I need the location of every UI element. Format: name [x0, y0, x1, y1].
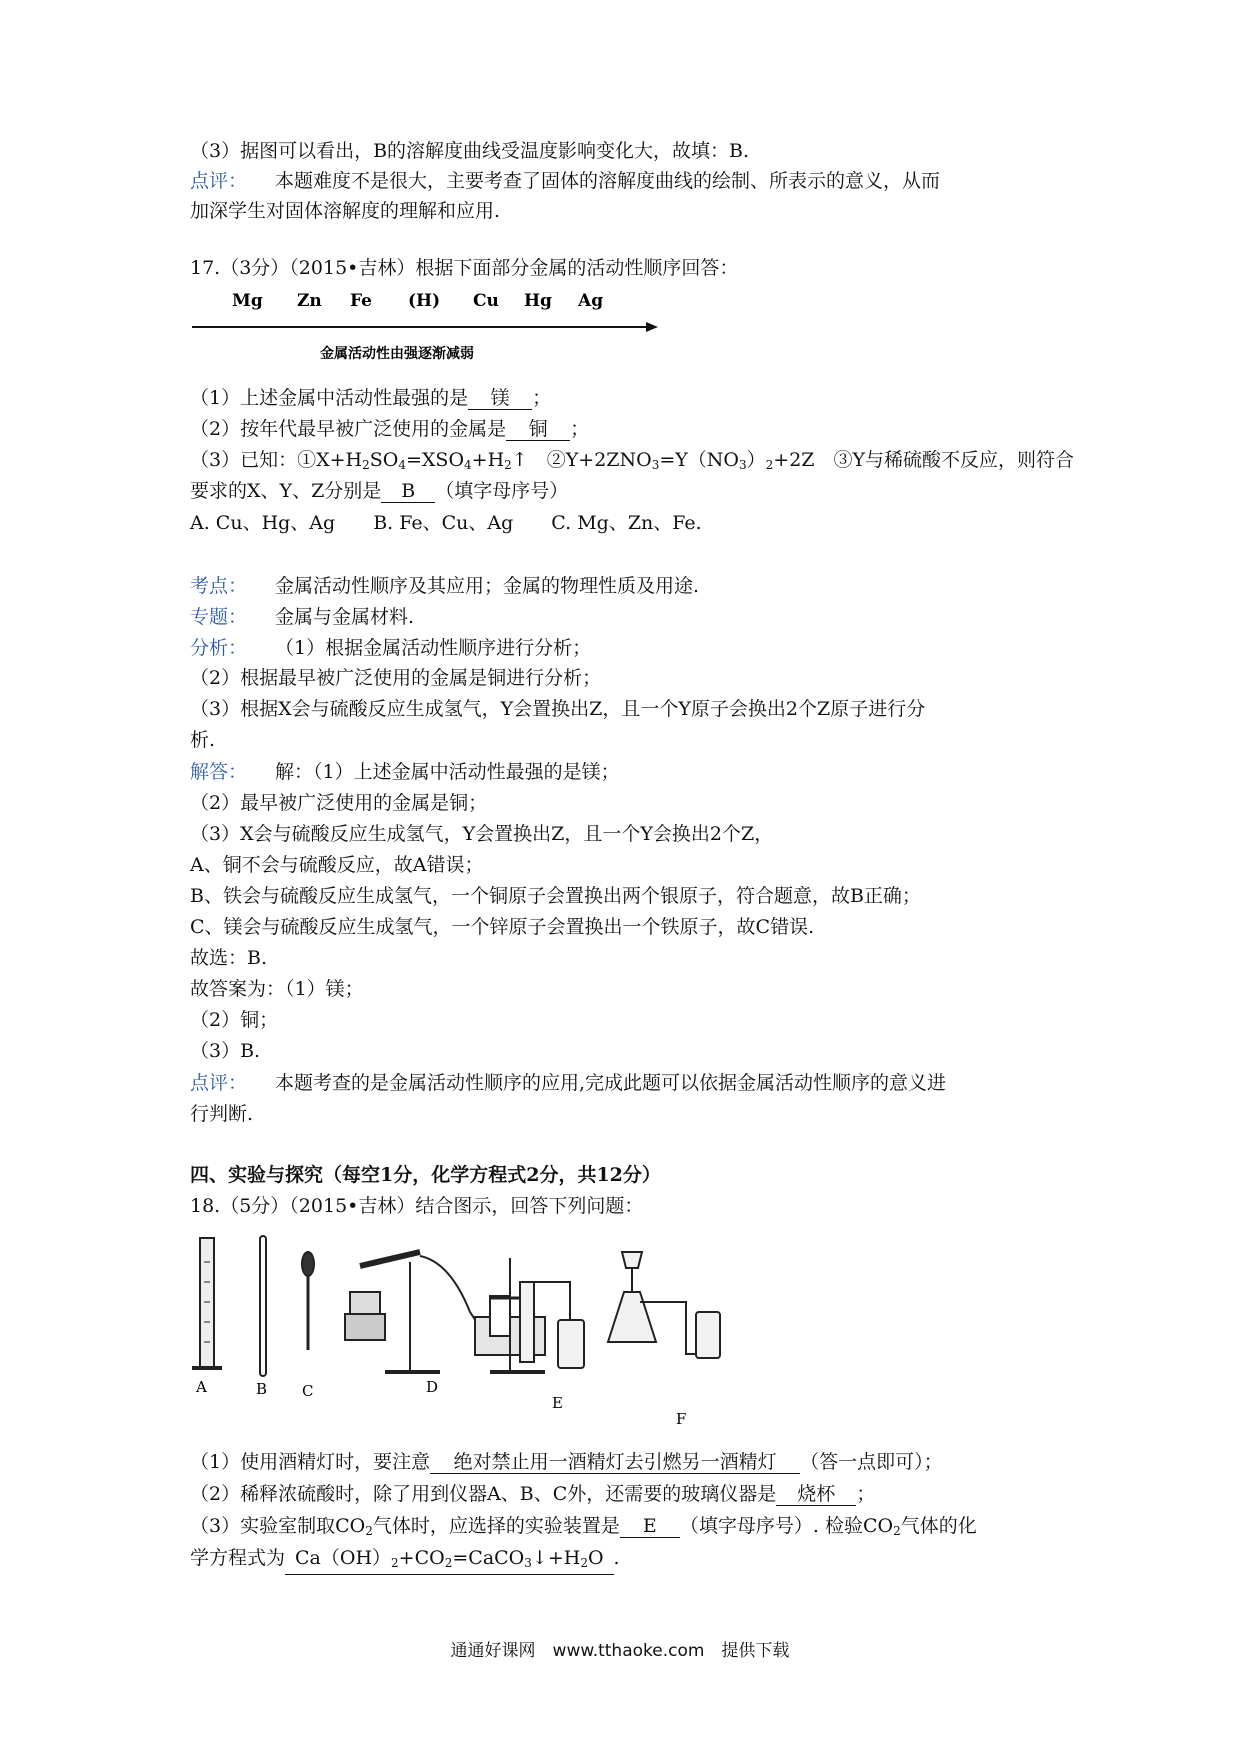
activity-arrow-head: [646, 322, 658, 332]
q16-comment-cont: 加深学生对固体溶解度的理解和应用.: [190, 200, 501, 222]
q18-answer-2: 烧杯: [776, 1483, 856, 1506]
dropper-icon: [302, 1252, 314, 1350]
q17-part3: （3）已知：$①X+H_2SO_4=XSO_4+H_2↑$ $②Y+2ZNO_3=Y(NO_3)_2+2Z$ ③Y与稀硫酸不反应，则符合: [190, 449, 1075, 472]
q17-part3-cont: 要求的X、Y、Z分别是 B （填字母序号）: [190, 480, 569, 502]
metal-h: (H): [408, 291, 441, 311]
q17-part2-prompt: （2）按年代最早被广泛使用的金属是: [190, 418, 507, 440]
q18-stem: 18.（5分）（2015•吉林）结合图示，回答下列问题：: [190, 1195, 644, 1217]
comment-label: 点评：: [190, 170, 248, 192]
kaodian: 考点： 金属活动性顺序及其应用；金属的物理性质及用途.: [190, 575, 700, 597]
q17-answer-3: B: [381, 480, 435, 503]
lab-apparatus-figure: [190, 1232, 830, 1428]
jieda-10: （3）B.: [190, 1040, 261, 1062]
jieda-6: C、镁会与硫酸反应生成氢气，一个锌原子会置换出一个铁原子，故C错误.: [190, 916, 815, 938]
jieda-label: 解答：: [190, 761, 248, 783]
activity-series-diagram: [190, 280, 660, 375]
jieda-7: 故选：B.: [190, 947, 268, 969]
q18-part1: （1）使用酒精灯时，要注意 绝对禁止用一酒精灯去引燃另一酒精灯 （答一点即可）；: [190, 1451, 943, 1473]
label-f: F: [676, 1410, 687, 1428]
q18-part3: （3）实验室制取$CO_2$气体时，应选择的实验装置是 E （填字母序号）. 检验$CO_2$气体的化: [190, 1515, 977, 1538]
fenxi-2: （2）根据最早被广泛使用的金属是铜进行分析；: [190, 667, 602, 689]
q17-stem: 17.（3分）（2015•吉林）根据下面部分金属的活动性顺序回答：: [190, 257, 739, 279]
q17-part1-prompt: （1）上述金属中活动性最强的是: [190, 387, 469, 409]
flask-apparatus-icon: [608, 1252, 720, 1358]
q18-part2: （2）稀释浓硫酸时，除了用到仪器A、B、C外，还需要的玻璃仪器是 烧杯 ；: [190, 1483, 876, 1505]
section-4-heading: 四、实验与探究（每空1分，化学方程式2分，共12分）: [190, 1164, 661, 1186]
jieda-2: （2）最早被广泛使用的金属是铜；: [190, 792, 488, 814]
q18-part3-cont: 学方程式为 $Ca(OH)_2+CO_2=CaCO_3↓+H_2O$ .: [190, 1545, 620, 1575]
q17-part2: （2）按年代最早被广泛使用的金属是 铜 ；: [190, 418, 590, 440]
metal-ag: Ag: [578, 291, 604, 311]
jieda-4: A、铜不会与硫酸反应，故A错误；: [190, 854, 484, 876]
metal-cu: Cu: [473, 291, 499, 311]
zhuanti: 专题： 金属与金属材料.: [190, 606, 415, 628]
q16-comment: [190, 168, 940, 194]
label-a: A: [196, 1378, 207, 1396]
q17-answer-1: 镁: [468, 387, 532, 410]
q18-answer-3: E: [620, 1515, 680, 1538]
q17-options: A. Cu、Hg、Ag B. Fe、Cu、Ag C. Mg、Zn、Fe.: [190, 512, 702, 534]
q17-answer-2: 铜: [506, 418, 570, 441]
metal-zn: Zn: [297, 291, 322, 311]
fenxi-4: 析.: [190, 729, 216, 751]
fenxi-3: （3）根据X会与硫酸反应生成氢气，Y会置换出Z，且一个Y原子会换出2个Z原子进行分: [190, 698, 926, 720]
metal-mg: Mg: [232, 291, 263, 311]
jieda-8: 故答案为：（1）镁；: [190, 978, 364, 1000]
label-b: B: [256, 1380, 268, 1398]
heating-apparatus-icon: [345, 1252, 545, 1372]
page-footer: 通通好课网 www.tthaoke.com 提供下载: [450, 1641, 790, 1661]
metal-hg: Hg: [524, 291, 552, 311]
dianping: 点评： 本题考查的是金属活动性顺序的应用,完成此题可以依据金属活动性顺序的意义进: [190, 1072, 947, 1094]
metal-fe: Fe: [350, 291, 372, 311]
jieda-3: （3）X会与硫酸反应生成氢气，Y会置换出Z，且一个Y会换出2个Z，: [190, 823, 774, 845]
comment-text: 本题难度不是很大，主要考查了固体的溶解度曲线的绘制、所表示的意义，从而: [275, 170, 941, 192]
kaodian-label: 考点：: [190, 575, 248, 597]
label-e: E: [552, 1394, 563, 1412]
q16-part3: （3）据图可以看出，B的溶解度曲线受温度影响变化大，故填：B.: [190, 140, 750, 162]
fenxi: 分析： （1）根据金属活动性顺序进行分析；: [190, 637, 592, 659]
dianping-label: 点评：: [190, 1072, 248, 1094]
q18-answer-equation: $Ca(OH)_2+CO_2=CaCO_3↓+H_2O$: [285, 1547, 614, 1575]
graduated-cylinder-icon: [192, 1238, 222, 1368]
label-c: C: [302, 1382, 314, 1400]
jieda-5: B、铁会与硫酸反应生成氢气，一个铜原子会置换出两个银原子，符合题意，故B正确；: [190, 885, 921, 907]
label-d: D: [426, 1378, 439, 1396]
jieda-9: （2）铜；: [190, 1009, 279, 1031]
dianping-2: 行判断.: [190, 1103, 254, 1125]
jieda: 解答： 解：（1）上述金属中活动性最强的是镁；: [190, 761, 620, 783]
activity-arrow-caption: 金属活动性由强逐渐减弱: [320, 346, 474, 362]
glass-rod-icon: [260, 1236, 266, 1376]
q17-part1: （1）上述金属中活动性最强的是 镁 ；: [190, 387, 552, 409]
fenxi-label: 分析：: [190, 637, 248, 659]
zhuanti-label: 专题：: [190, 606, 248, 628]
q18-answer-1: 绝对禁止用一酒精灯去引燃另一酒精灯: [430, 1451, 800, 1474]
